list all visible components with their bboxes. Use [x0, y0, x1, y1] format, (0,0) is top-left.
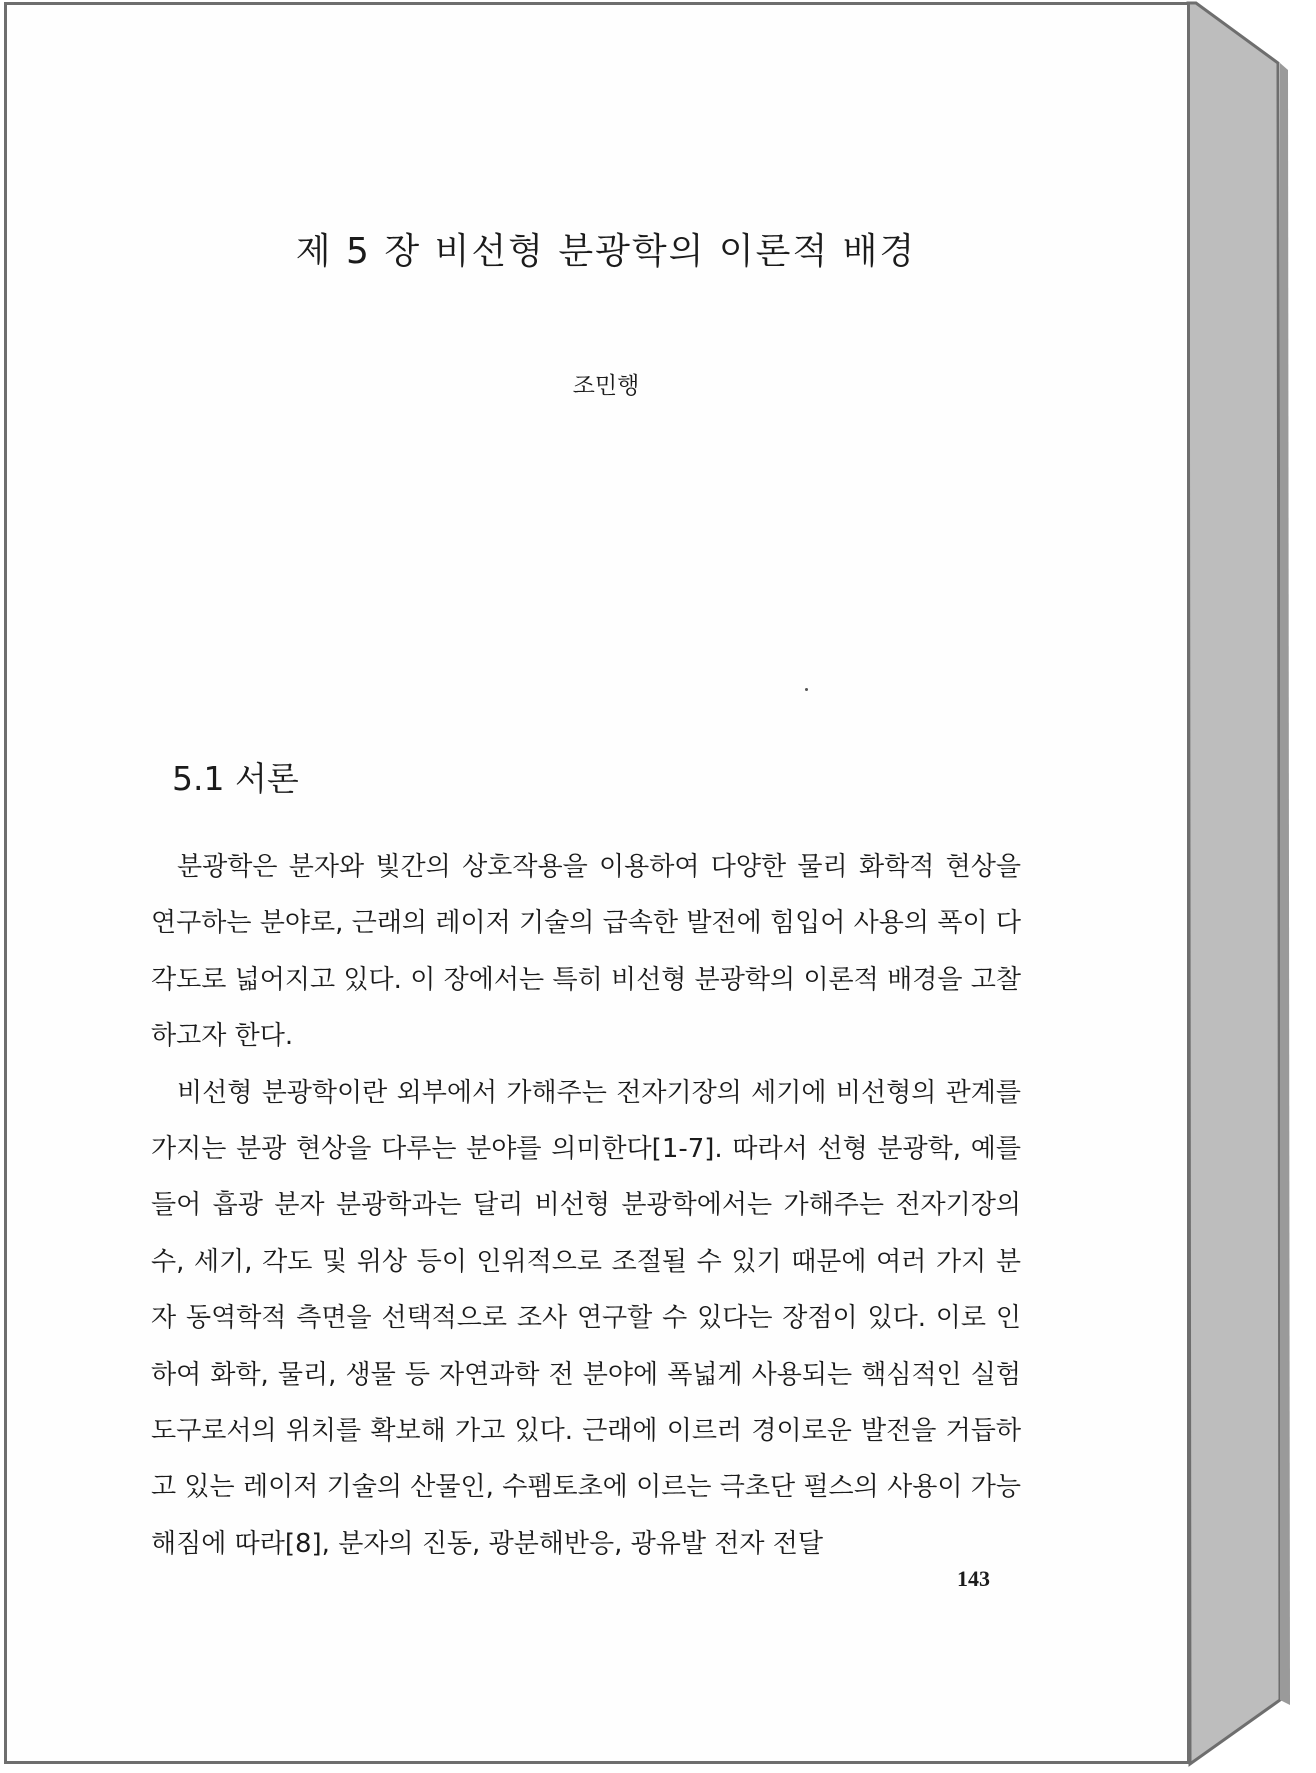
- body-text: [151, 839, 1021, 1572]
- paragraph: 비선형 분광학이란 외부에서 가해주는 전자기장의 세기에 비선형의 관계를 가지는 분광 현상을 다루는 분야를 의미한다[1-7]. 따라서 선형 분광학, 예를 들어 흡광 분자 분광학과는 달리 비선형 분광학에서는 가해주는 전자기장의 수, 세기, 각도 및 위상 등이 인위적으로 조절될 수 있기 때문에 여러 가지 분자 동역학적 측면을 선택적으로 조사 연구할 수 있다는 장점이 있다. 이로 인하여 화학, 물리, 생물 등 자연과학 전 분야에 폭넓게 사용되는 핵심적인 실험 도구로서의 위치를 확보해 가고 있다. 근래에 이르러 경이로운 발전을 거듭하고 있는 레이저 기술의 산물인, 수펨토초에 이르는 극초단 펄스의 사용이 가능해짐에 따라[8], 분자의 진동, 광분해반응, 광유발 전자 전달: [151, 1077, 1021, 1559]
- page-number: 143: [957, 1566, 990, 1591]
- book-page: [4, 2, 1190, 1764]
- paragraph: 분광학은 분자와 빛간의 상호작용을 이용하여 다양한 물리 화학적 현상을 연구하는 분야로, 근래의 레이저 기술의 급속한 발전에 힘입어 사용의 폭이 다각도로 넓어지고 있다. 이 장에서는 특히 비선형 분광학의 이론적 배경을 고찰하고자 한다.: [151, 852, 1021, 1052]
- section-heading: 5.1 서론: [172, 759, 299, 798]
- chapter-title: 제 5 장 비선형 분광학의 이론적 배경: [295, 231, 917, 272]
- page-speck: [805, 688, 808, 691]
- author-name: 조민행: [572, 373, 640, 399]
